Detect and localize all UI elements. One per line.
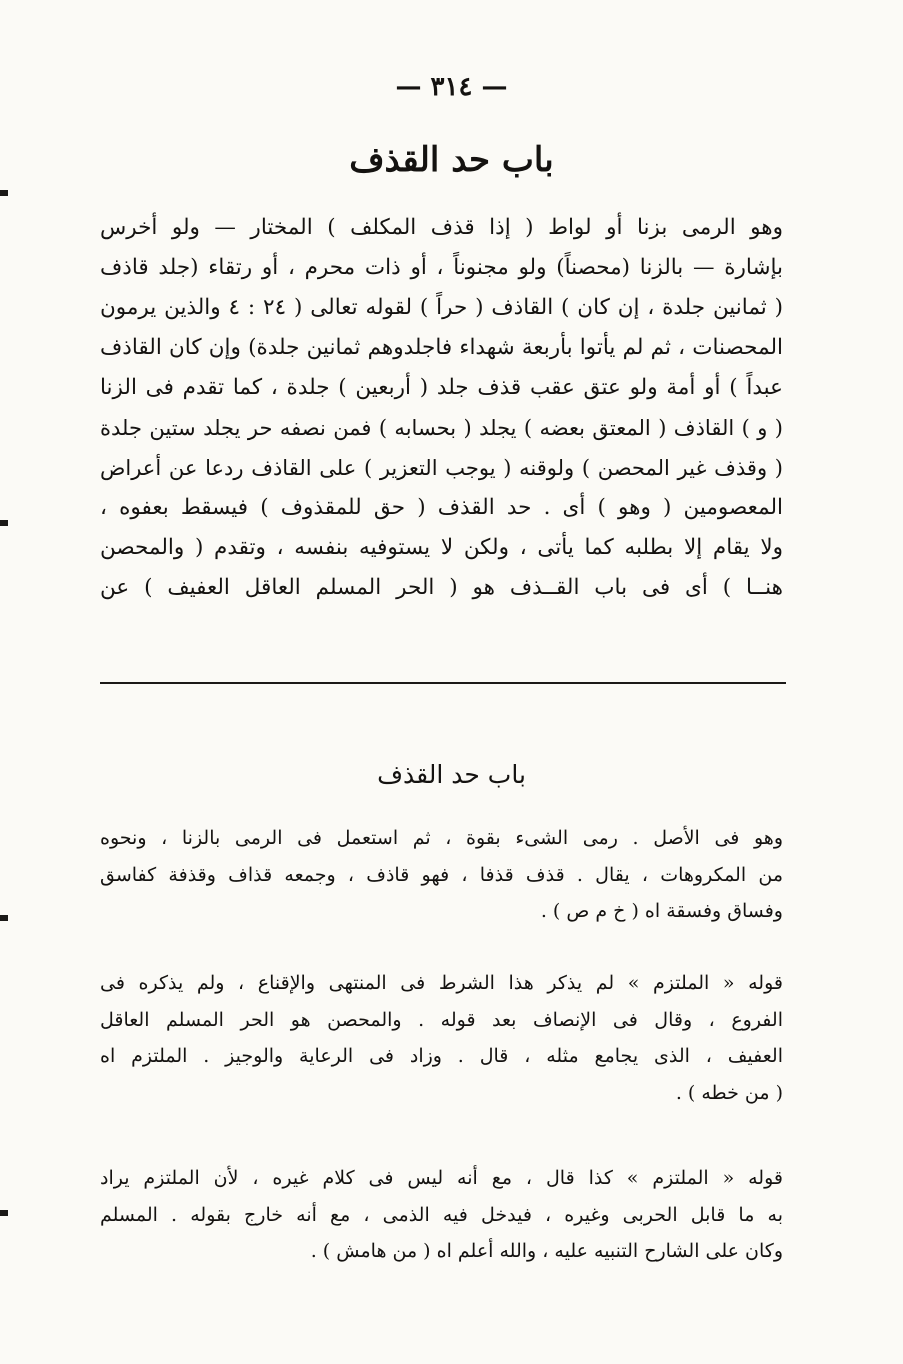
text-line: الفروع ، وقال فى الإنصاف بعد قوله . والمحصن هو الحر المسلم العاقل [100,1008,783,1031]
margin-mark [0,190,8,196]
commentary-paragraph [100,820,783,930]
commentary-paragraph [100,1160,783,1270]
text-line: هنــا ) أى فى باب القــذف هو ( الحر المسلم العاقل العفيف ) عن [100,575,783,600]
text-line: ( ثمانين جلدة ، إن كان ) القاذف ( حراً ) لقوله تعالى ( ٢٤ : ٤ والذين يرمون [100,295,783,320]
commentary-paragraph [100,965,783,1111]
text-line: ( وقذف غير المحصن ) ولوقنه ( يوجب التعزير ) على القاذف ردعا عن أعراض [100,456,783,480]
text-line: المحصنات ، ثم لم يأتوا بأربعة شهداء فاجلدوهم ثمانين جلدة) وإن كان القاذف [100,335,783,360]
text-line: قوله « الملتزم » لم يذكر هذا الشرط فى المنتهى والإقناع ، ولم يذكره فى [100,972,783,994]
text-line: وكان على الشارح التنبيه عليه ، والله أعلم اه ( من هامش ) . [310,1240,783,1262]
text-line: وهو فى الأصل . رمى الشىء بقوة ، ثم استعمل فى الرمى بالزنا ، ونحوه [100,827,783,849]
commentary-title: باب حد القذف [377,760,526,789]
margin-mark [0,1210,8,1216]
text-line: وفساق وفسقة اه ( خ م ص ) . [540,900,783,922]
text-line: من المكروهات ، يقال . قذف قذفا ، فهو قاذف ، وجمعه قذاف وقذفة كفاسق [100,863,783,886]
margin-mark [0,520,8,526]
margin-mark [0,915,8,921]
text-line: ( و ) القاذف ( المعتق بعضه ) يجلد ( بحسابه ) فمن نصفه حر يجلد ستين جلدة [100,416,783,440]
text-line: المعصومين ( وهو ) أى . حد القذف ( حق للمقذوف ) فيسقط بعفوه ، [100,495,783,520]
page-number: — ٣١٤ — [395,72,508,102]
text-line: ( من خطه ) . [675,1081,783,1104]
text-line: عبداً ) أو أمة ولو عتق عقب قذف جلد ( أربعين ) جلدة ، كما تقدم فى الزنا [100,375,783,400]
text-line: بإشارة — بالزنا (محصناً) ولو مجنوناً ، أو ذات محرم ، أو رتقاء (جلد قاذف [100,255,783,280]
text-line: ولا يقام إلا بطلبه كما يأتى ، ولكن لا يستوفيه بنفسه ، وتقدم ( والمحصن [100,535,783,560]
text-line: قوله « الملتزم » كذا قال ، مع أنه ليس فى كلام غيره ، لأن الملتزم يراد [100,1167,783,1189]
text-line: وهو الرمى بزنا أو لواط ( إذا قذف المكلف ) المختار — ولو أخرس [100,215,783,240]
main-text [100,208,783,608]
text-line: العفيف ، الذى يجامع مثله ، قال . وزاد فى الرعاية والوجيز . الملتزم اه [100,1045,783,1067]
separator-rule [100,682,786,684]
text-line: به ما قابل الحربى وغيره ، فيدخل فيه الذمى ، مع أنه خارج بقوله . المسلم [100,1203,783,1226]
chapter-title: باب حد القذف [349,140,554,180]
